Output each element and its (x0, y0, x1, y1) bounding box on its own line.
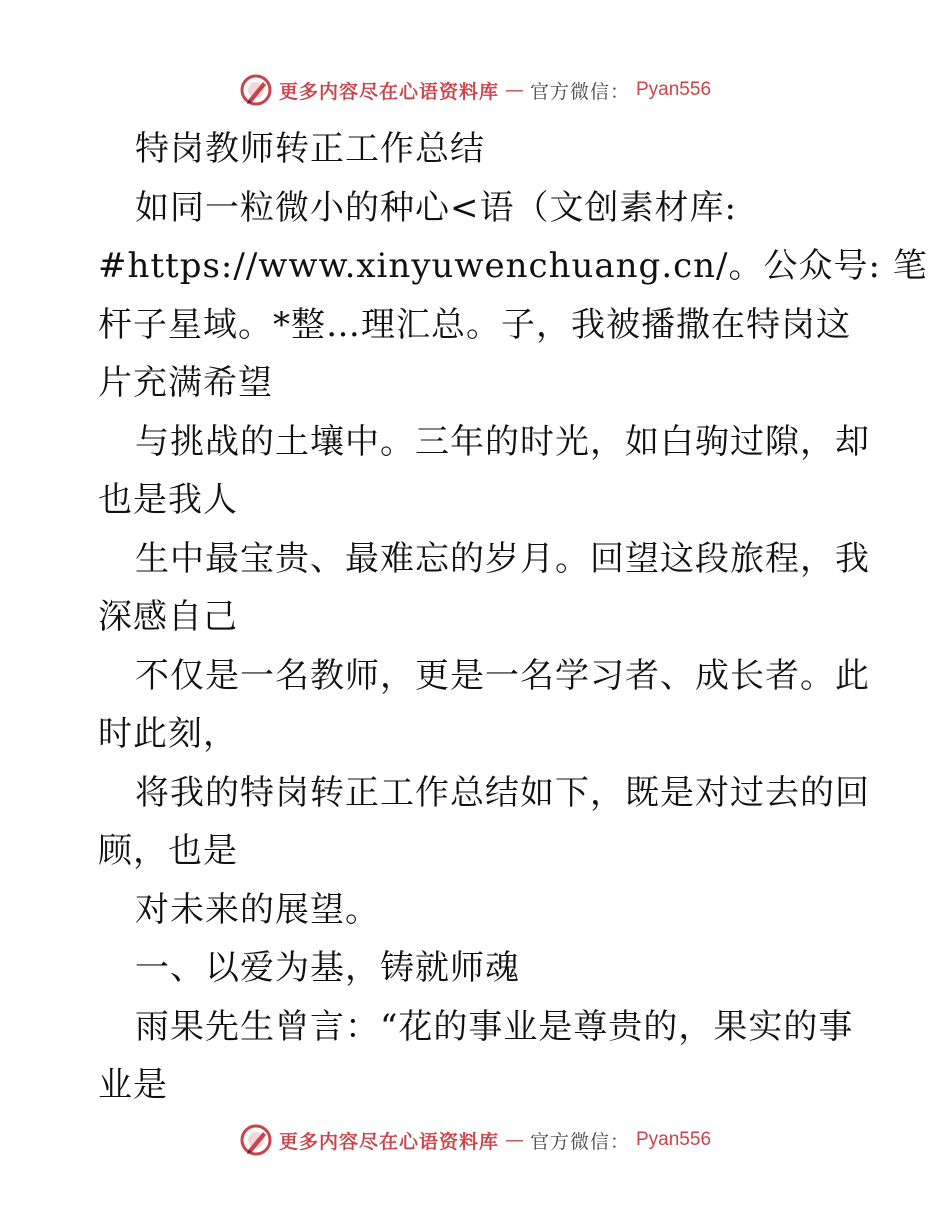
text-line: 时此刻， (98, 714, 238, 754)
text-line: 与挑战的土壤中。三年的时光，如白驹过隙，却 (135, 421, 870, 462)
text-line: 对未来的展望。 (135, 889, 380, 930)
text-line: 不仅是一名教师，更是一名学习者、成长者。此 (135, 655, 870, 696)
text-line: 深感自己 (98, 597, 238, 637)
text-line: 也是我人 (98, 480, 238, 520)
text-line: 雨果先生曾言：“花的事业是尊贵的，果实的事 (135, 1006, 854, 1047)
text-line: 片充满希望 (98, 363, 273, 403)
banner-wechat-label: 官方微信： (529, 1130, 630, 1153)
banner-dash: — (504, 79, 524, 101)
text-line: #https://www.xinyuwenchuang.cn/。公众号: 笔 (98, 246, 928, 286)
text-line: 将我的特岗转正工作总结如下，既是对过去的回 (135, 772, 870, 813)
text-line: 杆子星域。*整…理汇总。子，我被播撒在特岗这 (98, 304, 851, 345)
banner-text: 更多内容尽在心语资料库 (278, 1130, 499, 1153)
footer-banner (0, 1122, 950, 1158)
text-line: 顾，也是 (98, 831, 238, 871)
pen-logo-icon (239, 1123, 273, 1157)
banner-wechat-id: Pyan556 (636, 79, 712, 100)
banner-text: 更多内容尽在心语资料库 (278, 80, 499, 103)
header-banner (0, 72, 950, 108)
banner-wechat-id: Pyan556 (636, 1129, 712, 1150)
text-line: 业是 (98, 1065, 168, 1105)
banner-dash: — (504, 1129, 524, 1151)
document-body (98, 120, 928, 1115)
banner-wechat-label: 官方微信： (529, 80, 630, 103)
text-line: 如同一粒微小的种心<语（文创素材库: (135, 187, 737, 228)
text-line: 生中最宝贵、最难忘的岁月。回望这段旅程，我 (135, 538, 870, 579)
text-line: 特岗教师转正工作总结 (135, 129, 485, 169)
pen-logo-icon (239, 73, 273, 107)
text-line: 一、以爱为基，铸就师魂 (135, 948, 520, 988)
